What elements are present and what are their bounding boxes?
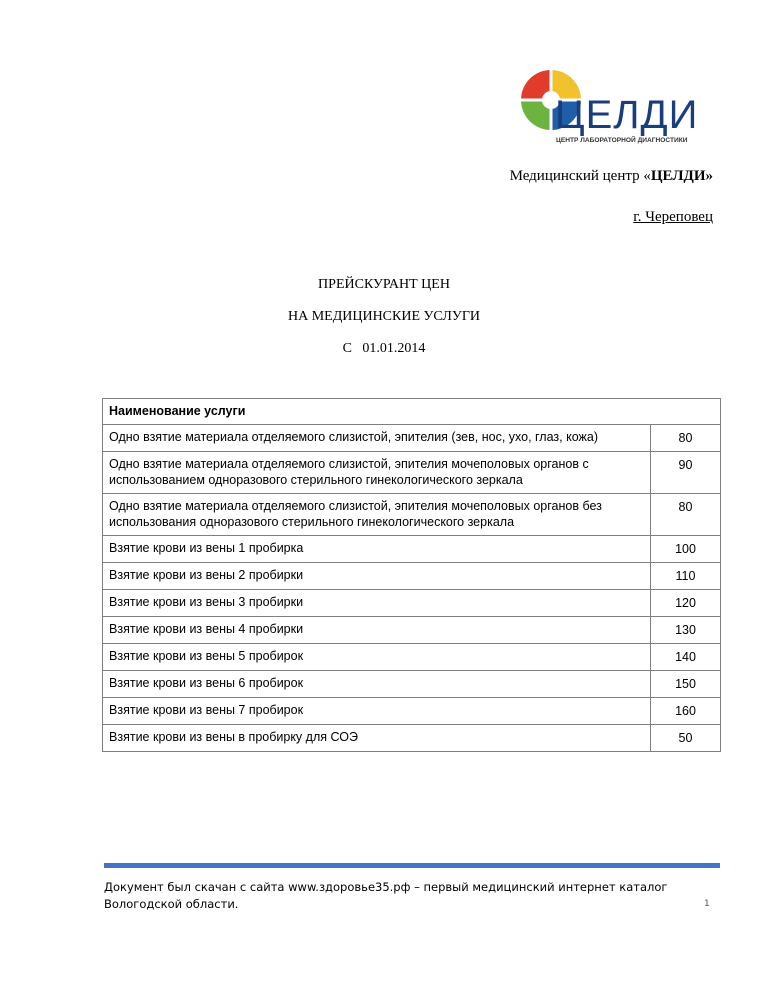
- price-cell: 90: [651, 452, 721, 494]
- table-header-cell: Наименование услуги: [103, 399, 721, 425]
- service-name-cell: Взятие крови из вены 1 пробирка: [103, 536, 651, 563]
- service-name-cell: Взятие крови из вены 3 пробирки: [103, 590, 651, 617]
- table-row: [103, 671, 721, 698]
- price-cell: 50: [651, 725, 721, 752]
- footer-divider: [104, 863, 720, 868]
- price-cell: 120: [651, 590, 721, 617]
- table-row: [103, 425, 721, 452]
- service-name-cell: Взятие крови из вены 2 пробирки: [103, 563, 651, 590]
- center-name-bold: ЦЕЛДИ: [650, 168, 706, 184]
- title-line-3: С 01.01.2014: [342, 341, 426, 356]
- price-cell: 160: [651, 698, 721, 725]
- city: г. Череповец: [633, 209, 713, 225]
- service-name-cell: Взятие крови из вены 7 пробирок: [103, 698, 651, 725]
- price-cell: 130: [651, 617, 721, 644]
- price-cell: 140: [651, 644, 721, 671]
- logo-emblem: [519, 66, 719, 148]
- table-row: [103, 563, 721, 590]
- price-cell: 80: [651, 425, 721, 452]
- title-line-1: ПРЕЙСКУРАНТ ЦЕН: [318, 277, 450, 292]
- logo-subtitle: ЦЕНТР ЛАБОРАТОРНОЙ ДИАГНОСТИКИ: [556, 137, 688, 144]
- table-header-row: [103, 399, 721, 425]
- table-row: [103, 644, 721, 671]
- page-number: 1: [704, 899, 710, 909]
- center-name: Медицинский центр «ЦЕЛДИ»: [509, 168, 713, 184]
- service-name-cell: Взятие крови из вены 5 пробирок: [103, 644, 651, 671]
- price-cell: 80: [651, 494, 721, 536]
- service-name-cell: Одно взятие материала отделяемого слизистой, эпителия мочеполовых органов без использования одноразового стерильного гинекологического зеркала: [103, 494, 651, 536]
- price-cell: 110: [651, 563, 721, 590]
- table-row: [103, 494, 721, 536]
- service-name-cell: Взятие крови из вены 6 пробирок: [103, 671, 651, 698]
- title-line-2: НА МЕДИЦИНСКИЕ УСЛУГИ: [287, 309, 481, 324]
- price-cell: 150: [651, 671, 721, 698]
- service-name-cell: Одно взятие материала отделяемого слизистой, эпителия мочеполовых органов с использованием одноразового стерильного гинекологического зеркала: [103, 452, 651, 494]
- logo-text: ЦЕЛДИ: [555, 93, 699, 137]
- table-row: [103, 725, 721, 752]
- price-table: [102, 398, 721, 752]
- table-row: [103, 590, 721, 617]
- table-row: [103, 452, 721, 494]
- service-name-cell: Взятие крови из вены 4 пробирки: [103, 617, 651, 644]
- footer-text: Документ был скачан с сайта www.здоровье35.рф – первый медицинский интернет каталог Вологодской области.: [104, 880, 668, 911]
- service-name-cell: Взятие крови из вены в пробирку для СОЭ: [103, 725, 651, 752]
- price-cell: 100: [651, 536, 721, 563]
- service-name-cell: Одно взятие материала отделяемого слизистой, эпителия (зев, нос, ухо, глаз, кожа): [103, 425, 651, 452]
- table-row: [103, 617, 721, 644]
- celdi-logo: [519, 66, 719, 148]
- table-row: [103, 536, 721, 563]
- table-row: [103, 698, 721, 725]
